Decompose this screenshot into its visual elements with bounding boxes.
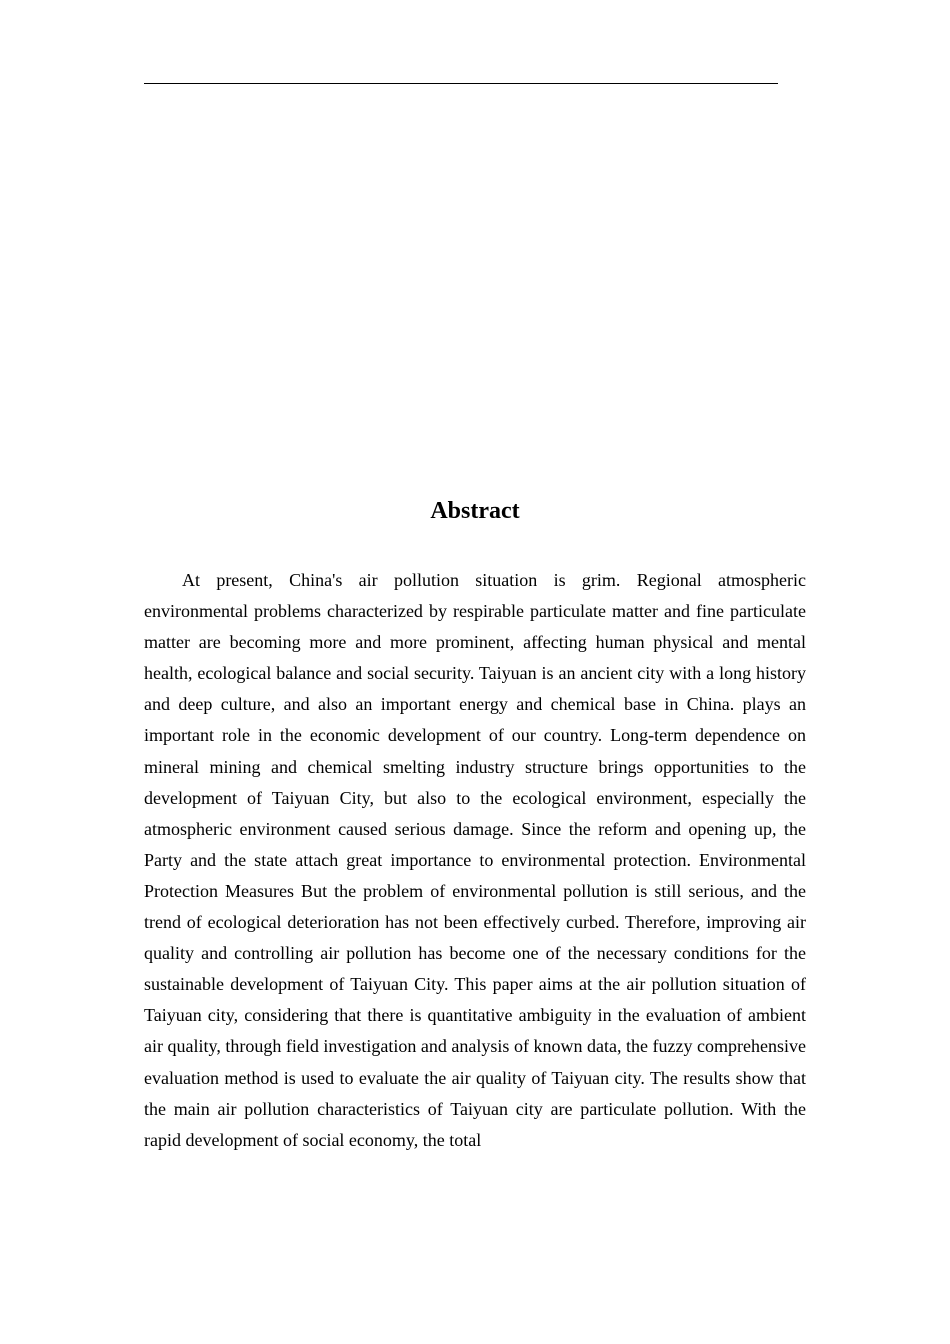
- abstract-heading: Abstract: [430, 498, 520, 524]
- abstract-body: At present, China's air pollution situation is grim. Regional atmospheric environmental problems characterized by respirable particulate matter and fine particulate matter are becoming more and more prominent, affecting human physical and mental health, ecological balance and social security. Taiyuan is an ancient city with a long history and deep culture, and also an important energy and chemical base in China. plays an important role in the economic development of our country. Long-term dependence on mineral mining and chemical smelting industry structure brings opportunities to the development of Taiyuan City, but also to the ecological environment, especially the atmospheric environment caused serious damage. Since the reform and opening up, the Party and the state attach great importance to environmental protection. Environmental Protection Measures But the problem of environmental pollution is still serious, and the trend of ecological deterioration has not been effectively curbed. Therefore, improving air quality and controlling air pollution has become one of the necessary conditions for the sustainable development of Taiyuan City. This paper aims at the air pollution situation of Taiyuan city, considering that there is quantitative ambiguity in the evaluation of ambient air quality, through field investigation and analysis of known data, the fuzzy comprehensive evaluation method is used to evaluate the air quality of Taiyuan city. The results show that the main air pollution characteristics of Taiyuan city are particulate pollution. With the rapid development of social economy, the total: [144, 570, 806, 1150]
- header-rule: [144, 83, 778, 84]
